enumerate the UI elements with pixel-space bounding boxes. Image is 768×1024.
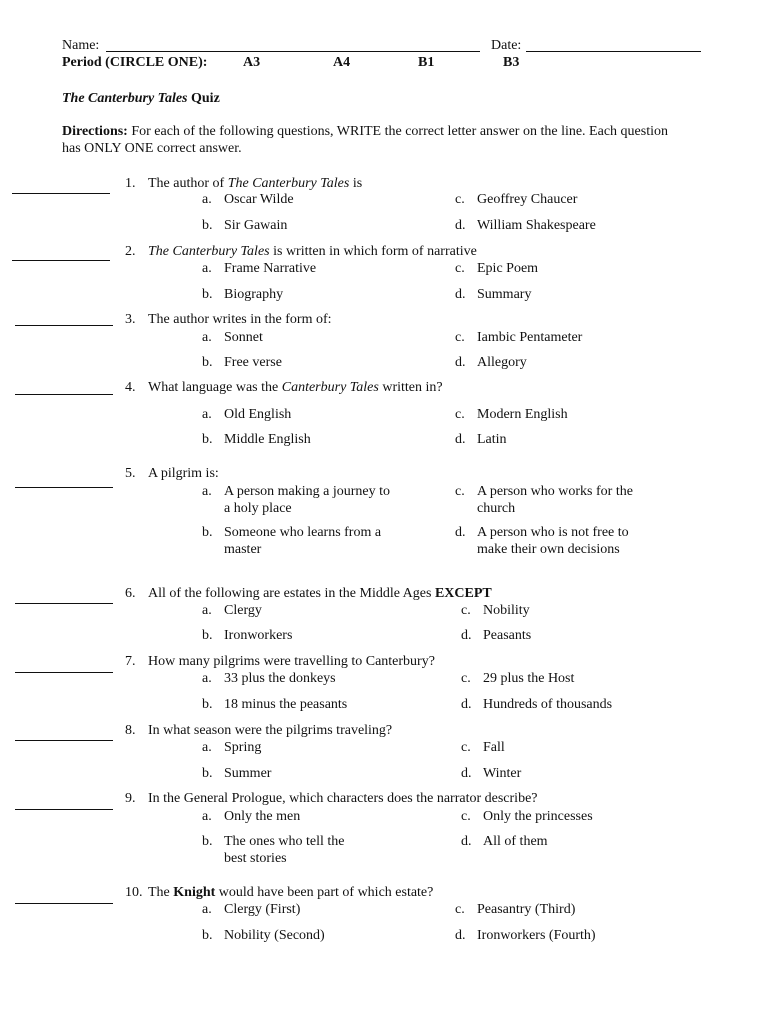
name-label: Name: [62,38,100,53]
option-letter: d. [461,628,472,643]
option-letter: a. [202,902,212,917]
option-letter: b. [202,628,213,643]
answer-blank-7[interactable] [15,672,113,673]
option-letter: c. [455,902,465,917]
option-text: The ones who tell the best stories [224,834,345,866]
option-letter: b. [202,525,213,540]
option-letter: b. [202,834,213,849]
option-letter: c. [461,740,471,755]
option-text: Only the princesses [483,809,593,824]
option-text: Winter [483,766,522,781]
option-text: Frame Narrative [224,261,317,276]
option-letter: c. [461,809,471,824]
option-text: Iambic Pentameter [477,330,583,345]
option-text: Clergy [224,603,262,618]
option-letter: c. [461,671,471,686]
option-letter: b. [202,432,213,447]
option-letter: d. [455,355,466,370]
question-text: In what season were the pilgrims traveling? [148,723,393,738]
question-text: In the General Prologue, which characters does the narrator describe? [148,791,538,806]
question-number: 9. [125,791,136,806]
date-field[interactable] [526,51,701,52]
option-text: Ironworkers (Fourth) [477,928,596,943]
option-letter: b. [202,697,213,712]
question-number: 1. [125,176,136,191]
option-letter: c. [455,330,465,345]
directions-text-line2: has ONLY ONE correct answer. [62,141,242,156]
option-text: Ironworkers [224,628,293,643]
option-text: 33 plus the donkeys [224,671,336,686]
question-text-title: The Canterbury Tales [227,176,350,191]
period-option-a4[interactable]: A4 [333,55,351,70]
option-letter: d. [461,766,472,781]
option-letter: c. [455,192,465,207]
option-text: All of them [483,834,548,849]
period-option-b3[interactable]: B3 [503,55,520,70]
question-text-emphasis: EXCEPT [434,586,492,601]
directions-label: Directions: [62,124,128,139]
option-text: Oscar Wilde [224,192,294,207]
option-letter: b. [202,928,213,943]
question-text [148,585,492,602]
directions [62,123,668,140]
option-text: Geoffrey Chaucer [477,192,578,207]
question-text: The author writes in the form of: [148,312,332,327]
option-letter: b. [202,218,213,233]
option-text: Old English [224,407,292,422]
answer-blank-1[interactable] [12,193,110,194]
option-letter: a. [202,407,212,422]
option-letter: d. [455,525,466,540]
question-text-part: All of the following are estates in the Middle Ages [148,586,435,601]
question-number: 3. [125,312,136,327]
question-text-part: The author of [148,176,228,191]
answer-blank-2[interactable] [12,260,110,261]
option-text: Peasants [483,628,532,643]
option-text: 29 plus the Host [483,671,575,686]
answer-blank-10[interactable] [15,903,113,904]
question-number: 8. [125,723,136,738]
period-label: Period (CIRCLE ONE): [62,55,208,70]
answer-blank-6[interactable] [15,603,113,604]
question-text [148,379,443,396]
option-text: Biography [224,287,284,302]
question-number: 10. [125,885,143,900]
option-letter: a. [202,261,212,276]
option-text: Epic Poem [477,261,539,276]
option-text: Free verse [224,355,282,370]
option-letter: a. [202,330,212,345]
option-text: William Shakespeare [477,218,596,233]
question-text [148,243,477,260]
answer-blank-5[interactable] [15,487,113,488]
option-letter: a. [202,192,212,207]
question-number: 4. [125,380,136,395]
option-letter: d. [455,218,466,233]
option-text: Fall [483,740,505,755]
option-letter: d. [461,697,472,712]
question-number: 5. [125,466,136,481]
directions-text-line1: For each of the following questions, WRITE the correct letter answer on the line. Each question [127,124,668,139]
option-letter: a. [202,603,212,618]
name-field[interactable] [106,51,480,52]
option-letter: b. [202,287,213,302]
option-text: Peasantry (Third) [477,902,576,917]
date-label: Date: [491,38,522,53]
answer-blank-4[interactable] [15,394,113,395]
question-text [148,884,433,901]
option-text: Nobility [483,603,530,618]
option-text: A person who is not free to make their own decisions [477,525,629,557]
question-text: How many pilgrims were travelling to Canterbury? [148,654,435,669]
option-text: Clergy (First) [224,902,301,917]
period-option-b1[interactable]: B1 [418,55,435,70]
option-text: 18 minus the peasants [224,697,348,712]
question-number: 2. [125,244,136,259]
option-text: Someone who learns from a master [224,525,382,557]
quiz-title [62,90,220,107]
question-text-part: What language was the [148,380,282,395]
question-number: 6. [125,586,136,601]
option-letter: a. [202,740,212,755]
option-letter: c. [455,484,465,499]
option-text: A person who works for the church [477,484,633,516]
option-text: Sir Gawain [224,218,288,233]
option-letter: a. [202,484,212,499]
option-text: Nobility (Second) [224,928,325,943]
quiz-title-suffix: Quiz [187,91,220,106]
question-number: 7. [125,654,136,669]
option-text: Modern English [477,407,568,422]
option-text: Allegory [477,355,527,370]
option-letter: b. [202,355,213,370]
answer-blank-8[interactable] [15,740,113,741]
option-text: Latin [477,432,507,447]
question-text-part: The [148,885,174,900]
question-text-title: The Canterbury Tales [148,244,270,259]
question-text-part: would have been part of which estate? [215,885,434,900]
option-letter: c. [455,261,465,276]
period-option-a3[interactable]: A3 [243,55,261,70]
question-text-emphasis: Knight [173,885,216,900]
answer-blank-9[interactable] [15,809,113,810]
option-text: Spring [224,740,262,755]
question-text-part: is written in which form of narrative [269,244,477,259]
option-text: A person making a journey to a holy place [224,484,391,516]
option-letter: d. [455,432,466,447]
option-letter: b. [202,766,213,781]
option-letter: c. [455,407,465,422]
answer-blank-3[interactable] [15,325,113,326]
option-text: Summary [477,287,532,302]
question-text-part: is [349,176,363,191]
question-text [148,175,362,192]
quiz-title-work: The Canterbury Tales [62,91,188,106]
question-text-part: written in? [378,380,443,395]
option-letter: d. [461,834,472,849]
option-text: Summer [224,766,272,781]
option-letter: a. [202,671,212,686]
option-letter: c. [461,603,471,618]
option-text: Only the men [224,809,301,824]
option-letter: a. [202,809,212,824]
question-text-title: Canterbury Tales [281,380,379,395]
question-text: A pilgrim is: [148,466,219,481]
option-text: Hundreds of thousands [483,697,613,712]
option-letter: d. [455,928,466,943]
option-text: Middle English [224,432,311,447]
option-text: Sonnet [224,330,263,345]
option-letter: d. [455,287,466,302]
